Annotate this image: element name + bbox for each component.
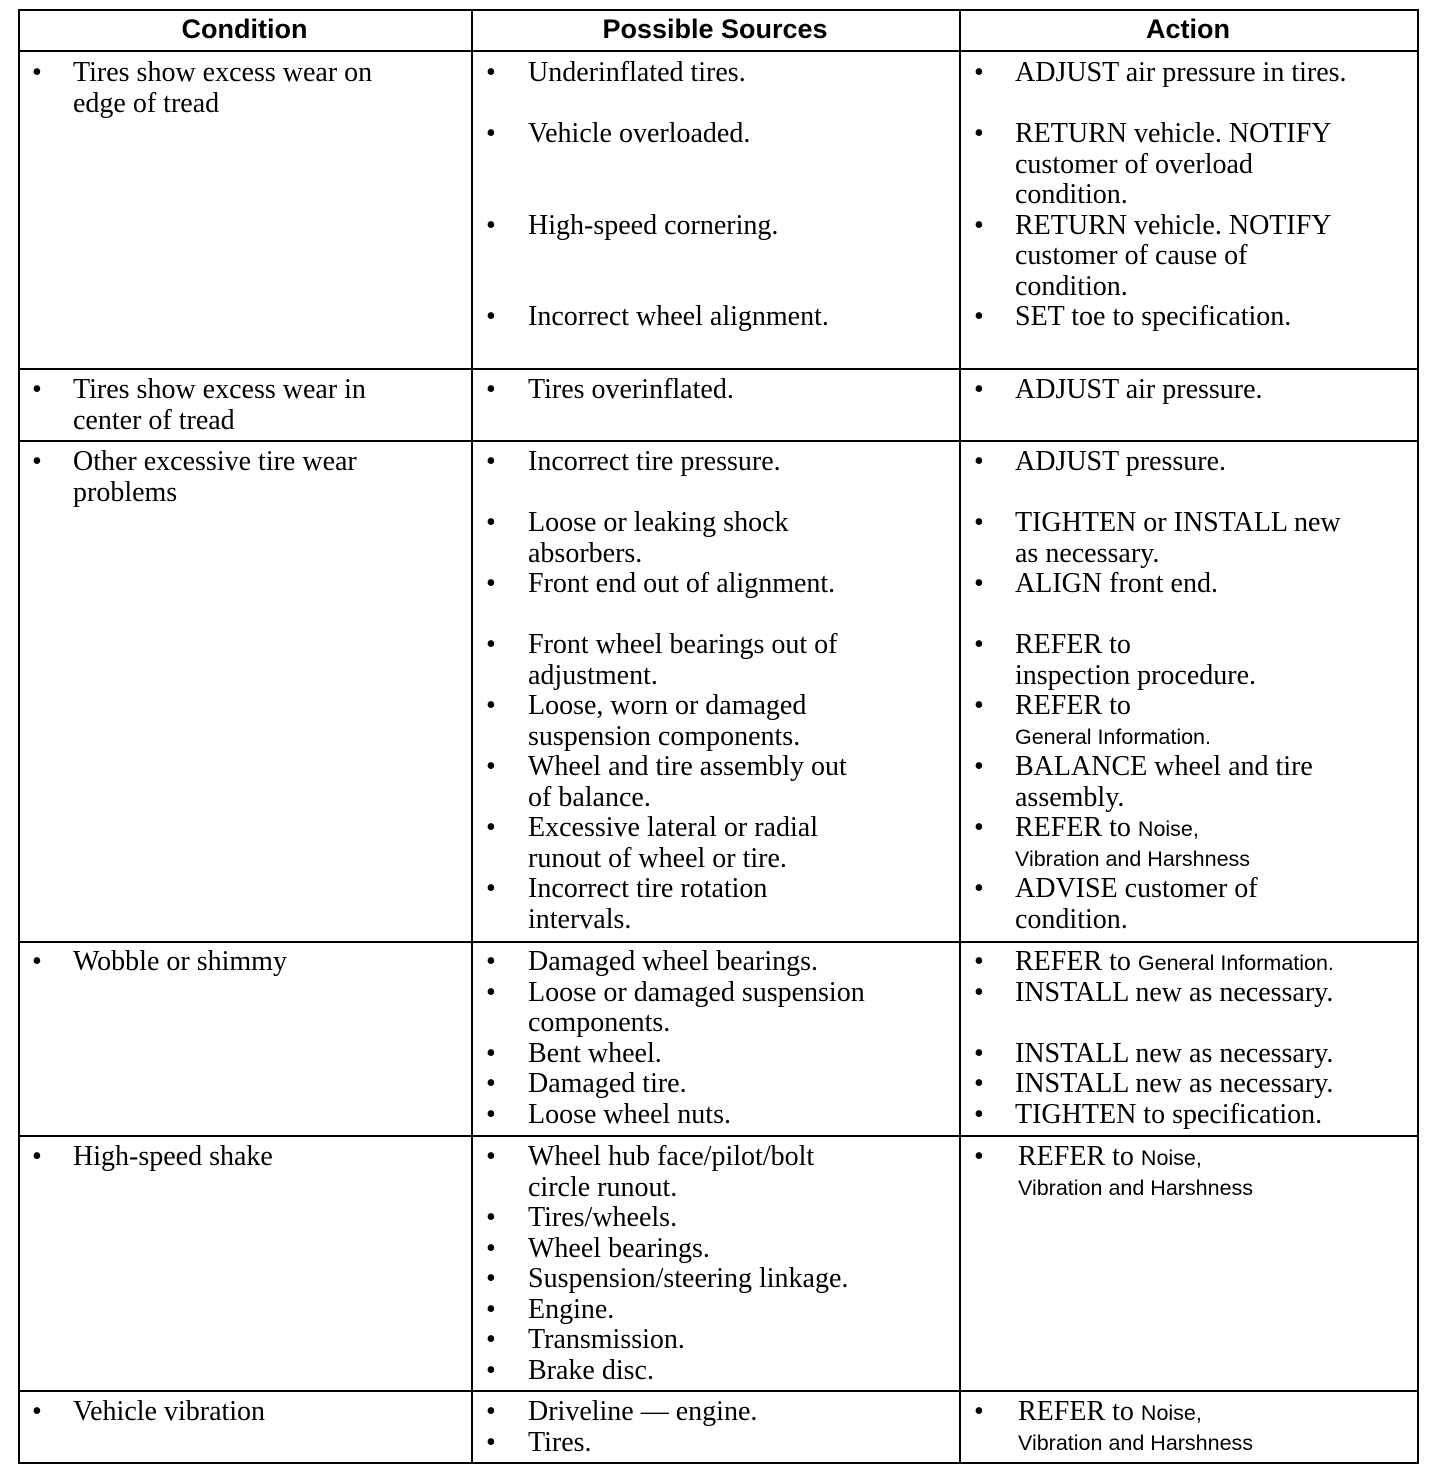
bullet: • [974, 751, 984, 782]
header-action: Action [1146, 14, 1230, 44]
bullet: • [486, 57, 496, 88]
condition-text: edge of tread [73, 87, 220, 119]
action-text: customer of cause of [1015, 240, 1248, 271]
bullet: • [974, 690, 984, 721]
bullet: • [32, 946, 42, 977]
action-text: ADJUST air pressure in tires. [1015, 57, 1347, 88]
table-rule-vertical [18, 9, 20, 1464]
action-text: RETURN vehicle. NOTIFY [1015, 209, 1332, 241]
action-text: condition. [1015, 179, 1128, 210]
table-rule-horizontal [18, 941, 1419, 943]
bullet: • [974, 57, 984, 88]
bullet: • [486, 946, 496, 977]
bullet: • [486, 812, 496, 843]
bullet: • [974, 1098, 984, 1130]
action-text: INSTALL new as necessary. [1015, 1068, 1334, 1099]
action-text: TIGHTEN or INSTALL new [1015, 507, 1341, 538]
condition-text: Vehicle vibration [73, 1396, 266, 1427]
source-text: components. [528, 1007, 671, 1038]
bullet: • [974, 812, 984, 843]
action-text: REFER to Noise, [1018, 1141, 1202, 1172]
bullet: • [486, 568, 496, 599]
action-reference: General Information. [1137, 951, 1334, 975]
table-rule-horizontal [18, 9, 1419, 11]
bullet: • [974, 1141, 984, 1172]
action-text: condition. [1015, 270, 1128, 302]
table-rule-horizontal [18, 1135, 1419, 1137]
source-text: Loose, worn or damaged [528, 690, 807, 721]
source-text: Tires. [528, 1426, 592, 1458]
source-text: Engine. [528, 1293, 615, 1325]
action-text: TIGHTEN to specification. [1015, 1098, 1323, 1130]
source-text: Wheel and tire assembly out [528, 751, 847, 782]
action-text: Vibration and Harshness [1018, 1175, 1254, 1200]
source-text: Loose wheel nuts. [528, 1098, 731, 1130]
action-text: BALANCE wheel and tire [1015, 751, 1313, 782]
source-text: Front wheel bearings out of [528, 629, 838, 660]
bullet: • [974, 873, 984, 904]
bullet: • [486, 1263, 496, 1294]
source-text: Suspension/steering linkage. [528, 1263, 849, 1294]
table-rule-horizontal [18, 1462, 1419, 1464]
table-rule-horizontal [18, 440, 1419, 442]
bullet: • [32, 57, 42, 88]
source-text: Incorrect tire rotation [528, 873, 768, 904]
bullet: • [486, 1396, 496, 1427]
table-rule-vertical [1417, 9, 1419, 1464]
bullet: • [486, 976, 496, 1008]
source-text: suspension components. [528, 720, 801, 752]
action-text: General Information. [1015, 724, 1211, 749]
source-text: Excessive lateral or radial [528, 812, 818, 843]
table-rule-vertical [471, 9, 473, 1464]
bullet: • [486, 446, 496, 477]
table-rule-horizontal [18, 368, 1419, 370]
source-text: absorbers. [528, 537, 643, 569]
action-text: customer of overload [1015, 148, 1253, 180]
table-rule-horizontal [18, 50, 1419, 52]
bullet: • [486, 1232, 496, 1264]
source-text: Loose or leaking shock [528, 507, 789, 538]
header-possible-sources: Possible Sources [602, 14, 828, 44]
action-text: ADJUST air pressure. [1015, 374, 1263, 405]
bullet: • [32, 1396, 42, 1427]
bullet: • [974, 1068, 984, 1099]
source-text: Tires overinflated. [528, 374, 734, 405]
bullet: • [974, 374, 984, 405]
condition-text: Wobble or shimmy [73, 946, 287, 977]
bullet: • [974, 446, 984, 477]
bullet: • [486, 751, 496, 782]
bullet: • [486, 374, 496, 405]
bullet: • [486, 1324, 496, 1355]
bullet: • [974, 118, 984, 149]
action-text: inspection procedure. [1015, 659, 1257, 691]
bullet: • [974, 976, 984, 1008]
action-text: REFER to [1015, 629, 1131, 660]
bullet: • [486, 1141, 496, 1172]
action-text: Vibration and Harshness [1015, 846, 1251, 871]
action-text: ADJUST pressure. [1015, 446, 1227, 477]
source-text: runout of wheel or tire. [528, 842, 787, 874]
action-text: as necessary. [1015, 537, 1160, 569]
bullet: • [486, 1354, 496, 1386]
action-text: SET toe to specification. [1015, 301, 1292, 332]
action-text: RETURN vehicle. NOTIFY [1015, 118, 1332, 149]
condition-text: Tires show excess wear on [73, 57, 373, 88]
bullet: • [974, 946, 984, 977]
action-text: REFER to General Information. [1015, 946, 1334, 977]
bullet: • [486, 209, 496, 241]
bullet: • [486, 1426, 496, 1458]
source-text: Tires/wheels. [528, 1202, 678, 1233]
condition-text: problems [73, 476, 178, 508]
condition-text: High-speed shake [73, 1141, 273, 1172]
action-text: REFER to Noise, [1015, 812, 1199, 843]
action-text: assembly. [1015, 781, 1125, 813]
bullet: • [32, 1141, 42, 1172]
condition-text: Other excessive tire wear [73, 446, 357, 477]
bullet: • [486, 118, 496, 149]
bullet: • [486, 1068, 496, 1099]
source-text: Damaged wheel bearings. [528, 946, 818, 977]
bullet: • [32, 446, 42, 477]
action-text: ADVISE customer of [1015, 873, 1258, 904]
source-text: Transmission. [528, 1324, 685, 1355]
action-text: Vibration and Harshness [1018, 1430, 1254, 1455]
action-reference: Noise, [1140, 1146, 1202, 1170]
source-text: Wheel bearings. [528, 1232, 710, 1264]
bullet: • [974, 1396, 984, 1427]
condition-text: center of tread [73, 404, 235, 436]
source-text: Brake disc. [528, 1354, 654, 1386]
bullet: • [486, 507, 496, 538]
header-condition: Condition [181, 14, 308, 44]
source-text: circle runout. [528, 1171, 678, 1203]
action-text: condition. [1015, 903, 1128, 935]
source-text: Loose or damaged suspension [528, 976, 865, 1008]
action-text: REFER to [1015, 690, 1131, 721]
bullet: • [974, 568, 984, 599]
source-text: Bent wheel. [528, 1037, 662, 1069]
bullet: • [486, 690, 496, 721]
action-text: ALIGN front end. [1015, 568, 1218, 599]
bullet: • [974, 209, 984, 241]
source-text: intervals. [528, 903, 632, 935]
bullet: • [974, 301, 984, 332]
table-rule-horizontal [18, 1390, 1419, 1392]
action-text: INSTALL new as necessary. [1015, 1037, 1334, 1069]
table-rule-vertical [959, 9, 961, 1464]
source-text: of balance. [528, 781, 651, 813]
bullet: • [974, 629, 984, 660]
source-text: Front end out of alignment. [528, 568, 836, 599]
bullet: • [974, 1037, 984, 1069]
bullet: • [486, 1037, 496, 1069]
bullet: • [974, 507, 984, 538]
condition-text: Tires show excess wear in [73, 374, 366, 405]
source-text: Incorrect tire pressure. [528, 446, 781, 477]
bullet: • [486, 301, 496, 332]
bullet: • [486, 629, 496, 660]
bullet: • [486, 1293, 496, 1325]
source-text: Vehicle overloaded. [528, 118, 751, 149]
source-text: Damaged tire. [528, 1068, 687, 1099]
source-text: Incorrect wheel alignment. [528, 301, 829, 332]
bullet: • [486, 873, 496, 904]
source-text: Underinflated tires. [528, 57, 746, 88]
action-reference: Noise, [1137, 817, 1199, 841]
action-reference: Noise, [1140, 1401, 1202, 1425]
bullet: • [32, 374, 42, 405]
source-text: High-speed cornering. [528, 209, 779, 241]
bullet: • [486, 1098, 496, 1130]
action-text: REFER to Noise, [1018, 1396, 1202, 1427]
source-text: Driveline — engine. [528, 1396, 758, 1427]
action-text: INSTALL new as necessary. [1015, 976, 1334, 1008]
bullet: • [486, 1202, 496, 1233]
source-text: Wheel hub face/pilot/bolt [528, 1141, 815, 1172]
source-text: adjustment. [528, 659, 658, 691]
